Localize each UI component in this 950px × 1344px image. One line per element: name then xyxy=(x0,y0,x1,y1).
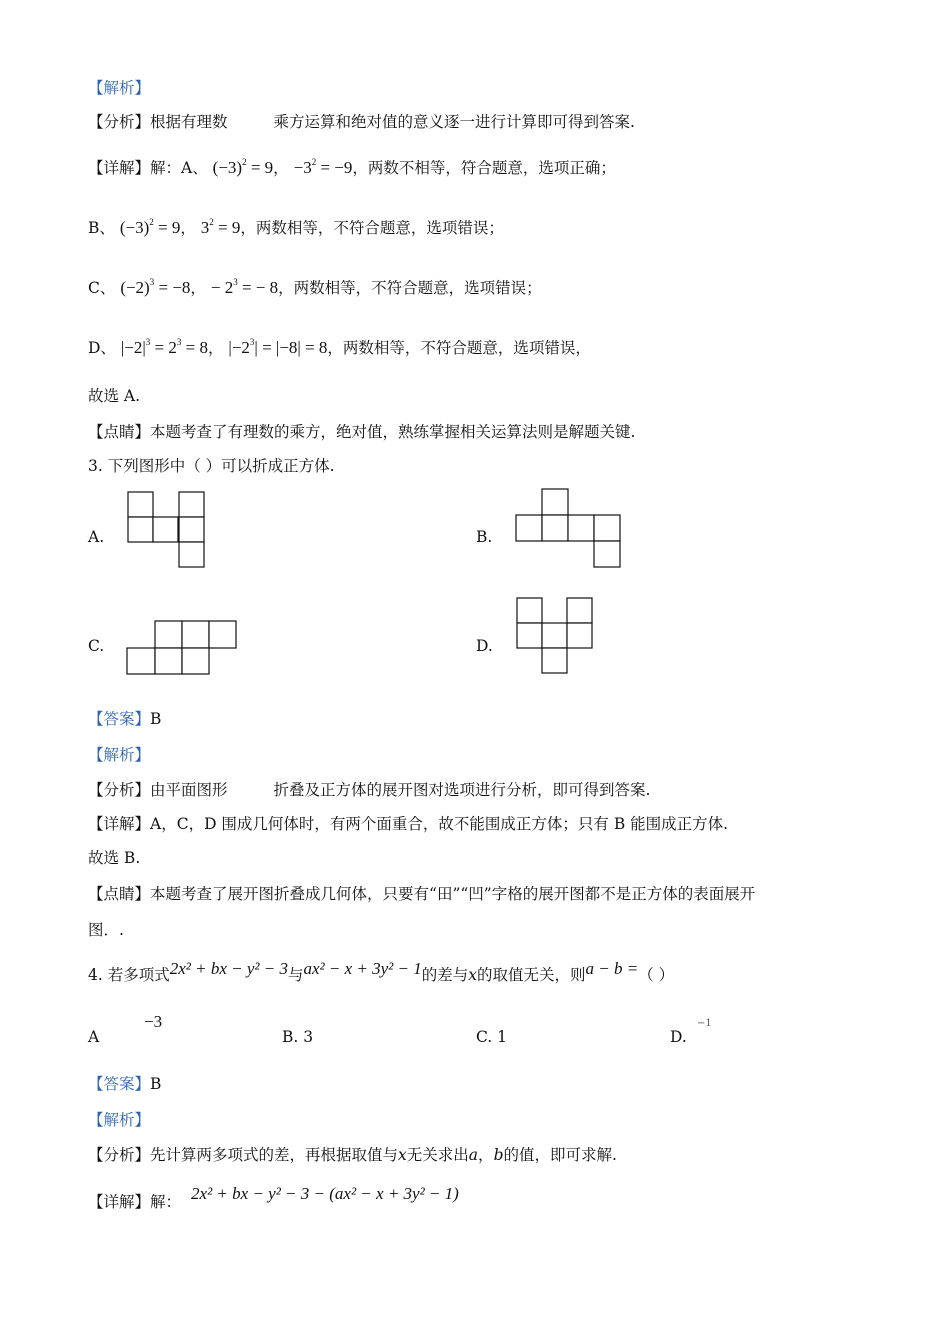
q3-xiangjie-line xyxy=(88,814,728,834)
q3-guxuan: 故选 B. xyxy=(88,849,141,867)
q3-option-c-label: C. xyxy=(88,637,105,655)
q3-option-b-label: B. xyxy=(476,528,493,546)
q4-stem-mid-2: 的差与 xyxy=(421,966,469,984)
q4-option-d-label: D. xyxy=(670,1028,687,1046)
a-tail: ，两数不相等，符合题意，选项正确； xyxy=(352,159,616,177)
q4-option-b: B. 3 xyxy=(282,1028,314,1046)
q4-xiangjie-line xyxy=(88,1184,459,1212)
q4-stem-x: x xyxy=(468,966,477,984)
q4-fenxi-tag: 【分析】 xyxy=(88,1146,151,1164)
d-tail: ，两数相等，不符合题意，选项错误， xyxy=(327,339,591,357)
line-b xyxy=(88,218,504,240)
c-expr-2: − $2^3$ = − 8 xyxy=(210,277,279,297)
q4-stem-mid-3: 的取值无关，则 xyxy=(477,966,586,984)
xiangjie-tag: 【详解】 xyxy=(88,159,151,177)
b-tail: ，两数相等，不符合题意，选项错误； xyxy=(240,219,504,237)
fenxi-tag: 【分析】 xyxy=(88,113,151,131)
line-c xyxy=(88,278,542,300)
c-sep: ， xyxy=(190,279,206,297)
q3-dianjing-text: 本题考查了展开图折叠成几何体，只要有“田”“凹”字格的展开图都不是正方体的表面展开 xyxy=(150,885,756,903)
q3-net-b xyxy=(515,488,625,570)
d-lead: D、 xyxy=(88,339,116,357)
a-expr-1: $(-3)^2 = 9$ xyxy=(212,157,274,177)
q4-fenxi-comma: ， xyxy=(478,1146,494,1164)
q4-fenxi-a: a xyxy=(468,1146,479,1164)
dianjing-tag: 【点睛】 xyxy=(88,423,151,441)
q3-net-a xyxy=(127,491,207,571)
fenxi-text-2: 乘方运算和绝对值的意义逐一进行计算即可得到答案. xyxy=(273,113,635,131)
q3-answer: B xyxy=(150,710,162,728)
q4-fenxi-b: b xyxy=(493,1146,504,1164)
q3-xiangjie-tag: 【详解】 xyxy=(88,815,151,833)
q3-xiangjie-text: A，C，D 围成几何体时，有两个面重合，故不能围成正方体；只有 B 能围成正方体. xyxy=(150,815,729,833)
c-tail: ，两数相等，不符合题意，选项错误； xyxy=(278,279,542,297)
q4-fenxi-line xyxy=(88,1145,617,1165)
q3-fenxi-tag: 【分析】 xyxy=(88,781,151,799)
d-expr-1: $|-2|^3 = 2^3 = 8$ xyxy=(120,337,208,357)
q3-answer-line xyxy=(88,709,161,729)
q4-stem-tail: （ ） xyxy=(638,966,675,984)
xiangjie-line-a xyxy=(88,158,616,180)
d-expr-2: $|-2^3| = |-8| = 8$ xyxy=(228,337,328,357)
b-sep: ， xyxy=(180,219,196,237)
q3-option-a-label: A. xyxy=(88,528,105,546)
q4-answer-line xyxy=(88,1074,161,1094)
q3-fenxi-text: 由平面图形 xyxy=(150,781,228,799)
q4-option-a-value: −3 xyxy=(144,1012,163,1031)
q3-answer-tag: 【答案】 xyxy=(88,710,151,728)
dianjing-text: 本题考查了有理数的乘方，绝对值，熟练掌握相关运算法则是解题关键. xyxy=(150,423,636,441)
q4-option-a-label: A xyxy=(88,1028,100,1046)
q4-fenxi-text-2: 无关求出 xyxy=(406,1146,469,1164)
xiangjie-lead: 解：A、 xyxy=(150,159,208,177)
q4-fenxi-text: 先计算两多项式的差，再根据取值与 xyxy=(150,1146,399,1164)
q4-stem-mid: 与 xyxy=(287,966,304,984)
q3-net-c xyxy=(126,620,238,676)
b-expr-1: $(-3)^2 = 9$ xyxy=(119,217,181,237)
q4-xiangjie-lead: 解： xyxy=(150,1193,182,1211)
line-d xyxy=(88,338,591,360)
q4-answer-tag: 【答案】 xyxy=(88,1075,151,1093)
q4-stem xyxy=(88,959,675,985)
q4-stem-expr: a − b = xyxy=(585,959,639,978)
q3-dianjing-tag: 【点睛】 xyxy=(88,885,151,903)
dianjing-line xyxy=(88,422,635,442)
q3-fenxi-text-2: 折叠及正方体的展开图对选项进行分析，即可得到答案. xyxy=(273,781,651,799)
a-sep: ， xyxy=(273,159,289,177)
a-expr-2: $-3^2 = -9$ xyxy=(293,157,353,177)
b-lead: B、 xyxy=(88,219,115,237)
q4-option-c: C. 1 xyxy=(476,1028,508,1046)
q3-dianjing-text-2: 图．. xyxy=(88,921,124,939)
q4-jiexi-heading: 【解析】 xyxy=(88,1111,151,1129)
jiexi-heading: 【解析】 xyxy=(88,79,151,97)
c-lead: C、 xyxy=(88,279,116,297)
q3-option-d-label: D. xyxy=(476,637,493,655)
q4-fenxi-x: x xyxy=(398,1146,407,1164)
q3-net-d xyxy=(516,597,596,677)
fenxi-line xyxy=(88,112,635,132)
q3-dianjing-line xyxy=(88,884,755,904)
fenxi-text: 根据有理数 xyxy=(150,113,228,131)
q3-fenxi-line xyxy=(88,780,650,800)
d-sep: ， xyxy=(207,339,224,357)
q4-fenxi-text-3: 的值，即可求解. xyxy=(503,1146,617,1164)
b-expr-2: $3^2 = 9$ xyxy=(200,217,241,237)
q4-xiangjie-tag: 【详解】 xyxy=(88,1193,151,1211)
c-expr-1: $(-2)^3 = -8$ xyxy=(120,277,191,297)
q4-poly-2: ax² − x + 3y² − 1 xyxy=(303,959,422,978)
q4-answer: B xyxy=(150,1075,162,1093)
guxuan-1: 故选 A. xyxy=(88,387,141,405)
q4-poly-1: 2x² + bx − y² − 3 xyxy=(169,959,288,978)
q4-stem-lead: 4. 若多项式 xyxy=(88,966,170,984)
q4-option-d-value: −1 xyxy=(697,1018,712,1029)
q3-jiexi-heading: 【解析】 xyxy=(88,746,151,764)
q4-xiangjie-expr: 2x² + bx − y² − 3 − (ax² − x + 3y² − 1) xyxy=(191,1184,459,1203)
q3-stem: 3. 下列图形中（ ）可以折成正方体. xyxy=(88,457,335,475)
